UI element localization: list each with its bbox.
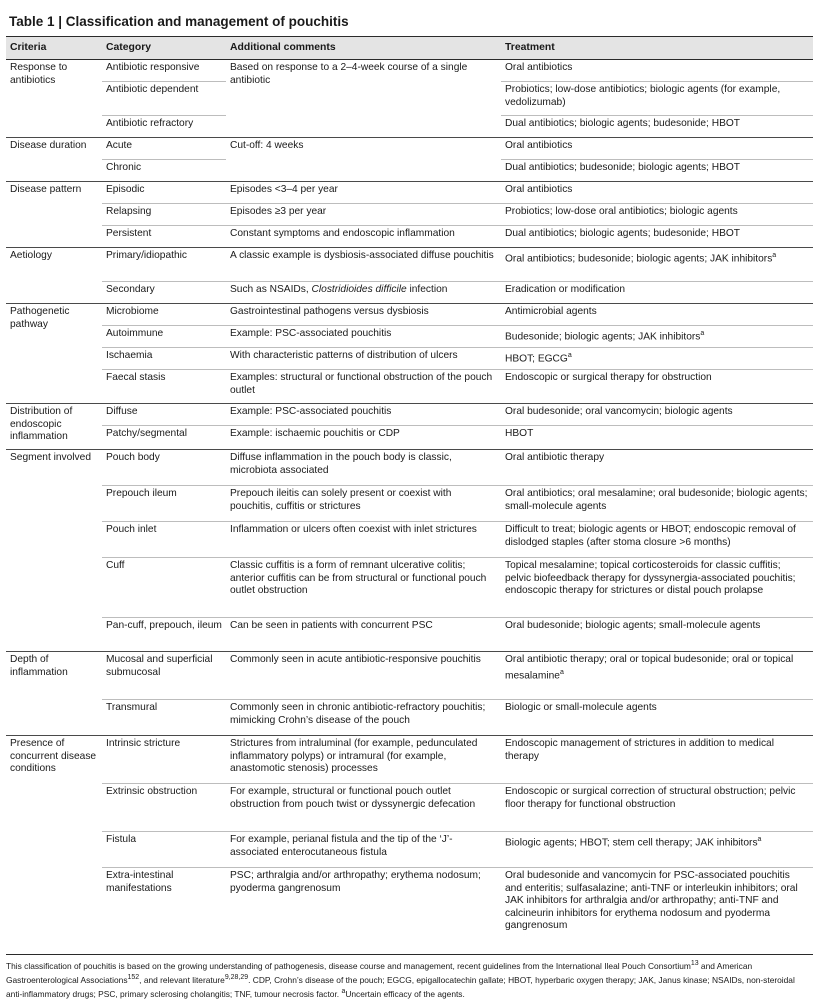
treatment-cell (501, 370, 813, 404)
treatment-cell (501, 204, 813, 226)
comment-text: Inflammation or ulcers often coexist with inlet strictures (230, 524, 477, 535)
category-cell: Microbiome (102, 304, 226, 326)
comment-cell (226, 522, 501, 558)
treatment-text: Oral antibiotics; oral mesalamine; oral budesonide; biologic agents; small-molecule agents (505, 488, 808, 512)
comment-cell (226, 282, 501, 304)
comment-text-tail: infection (406, 284, 448, 295)
comment-text: Can be seen in patients with concurrent PSC (230, 620, 433, 631)
table-row (6, 784, 813, 832)
comment-text: For example, perianal fistula and the tip of the ‘J’-associated enterocutaneous fistula (230, 834, 453, 858)
treatment-text: Oral budesonide; biologic agents; small-molecule agents (505, 620, 761, 631)
comment-text: Gastrointestinal pathogens versus dysbiosis (230, 306, 429, 317)
table-row (6, 138, 813, 160)
treatment-text: Probiotics; low-dose antibiotics; biologic agents (for example, vedolizumab) (505, 84, 781, 108)
treatment-text: Topical mesalamine; topical corticosteroids for classic cuffitis; pelvic biofeedback therapy for dyssynergia-associated pouchitis; endoscopic therapy for strictures or distal pouch prolapse (505, 560, 796, 597)
treatment-cell (501, 82, 813, 116)
criteria-cell: Disease duration (6, 138, 102, 182)
category-cell: Intrinsic stricture (102, 736, 226, 784)
treatment-text: Oral antibiotic therapy (505, 452, 605, 463)
table-row (6, 370, 813, 404)
criteria-cell: Segment involved (6, 450, 102, 652)
table-row (6, 182, 813, 204)
footnote-ref-3: 9,28,29 (224, 974, 249, 981)
treatment-text: Biologic or small-molecule agents (505, 702, 657, 713)
category-cell: Fistula (102, 832, 226, 868)
treatment-text: Oral antibiotics (505, 184, 573, 195)
comment-cell (226, 426, 501, 450)
comment-text: Episodes <3–4 per year (230, 184, 338, 195)
comment-cell (226, 450, 501, 486)
table-row (6, 226, 813, 248)
treatment-cell (501, 558, 813, 618)
criteria-cell: Depth of inflammation (6, 652, 102, 736)
category-cell: Transmural (102, 700, 226, 736)
table-row (6, 426, 813, 450)
treatment-cell (501, 404, 813, 426)
comment-cell (226, 348, 501, 370)
category-cell: Mucosal and superficial submucosal (102, 652, 226, 700)
treatment-text: Eradication or modification (505, 284, 626, 295)
treatment-cell (501, 868, 813, 940)
comment-text: Example: PSC-associated pouchitis (230, 328, 392, 339)
criteria-cell: Distribution of endoscopic inflammation (6, 404, 102, 450)
comment-text: Such as NSAIDs, (230, 284, 312, 295)
table-row (6, 282, 813, 304)
treatment-cell (501, 248, 813, 282)
treatment-text: Endoscopic or surgical therapy for obstruction (505, 372, 712, 383)
comment-text: Constant symptoms and endoscopic inflammation (230, 228, 455, 239)
uncertain-efficacy-marker: a (567, 352, 572, 359)
category-cell: Extra-intestinal manifestations (102, 868, 226, 940)
category-cell: Diffuse (102, 404, 226, 426)
comment-species-name: Clostridioides difficile (311, 284, 407, 295)
treatment-cell (501, 652, 813, 700)
treatment-text: Oral antibiotics (505, 62, 573, 73)
table-row (6, 248, 813, 282)
comment-text: Example: ischaemic pouchitis or CDP (230, 428, 400, 439)
uncertain-efficacy-marker: a (772, 252, 777, 259)
treatment-cell (501, 700, 813, 736)
table-footnote (6, 954, 813, 1000)
table-row (6, 348, 813, 370)
comment-cell (226, 558, 501, 618)
category-cell: Faecal stasis (102, 370, 226, 404)
treatment-text: Oral antibiotic therapy; oral or topical budesonide; oral or topical mesalamine (505, 654, 794, 681)
category-cell: Pouch inlet (102, 522, 226, 558)
category-cell: Prepouch ileum (102, 486, 226, 522)
footnote-text-5: Uncertain efficacy of the agents. (345, 988, 465, 999)
table-row (6, 450, 813, 486)
comment-cell (226, 326, 501, 348)
comment-cell (226, 784, 501, 832)
comment-text: PSC; arthralgia and/or arthropathy; erythema nodosum; pyoderma gangrenosum (230, 870, 481, 894)
comment-cell (226, 736, 501, 784)
category-cell: Patchy/segmental (102, 426, 226, 450)
comment-cell (226, 138, 501, 182)
treatment-text: HBOT; EGCG (505, 353, 568, 365)
category-cell: Pouch body (102, 450, 226, 486)
treatment-text: Oral antibiotics; budesonide; biologic agents; JAK inhibitors (505, 253, 773, 265)
comment-text: Commonly seen in chronic antibiotic-refractory pouchitis; mimicking Crohn’s disease of the pouch (230, 702, 486, 726)
treatment-text: Dual antibiotics; budesonide; biologic agents; HBOT (505, 162, 741, 173)
treatment-text: Difficult to treat; biologic agents or HBOT; endoscopic removal of dislodged staples (after stoma closure >6 months) (505, 524, 796, 548)
comment-cell (226, 404, 501, 426)
comment-text: With characteristic patterns of distribution of ulcers (230, 350, 458, 361)
header-category: Category (102, 37, 226, 60)
table-row (6, 404, 813, 426)
treatment-cell (501, 60, 813, 82)
footnote-ref-4: a (341, 988, 346, 995)
treatment-cell (501, 486, 813, 522)
comment-cell (226, 182, 501, 204)
uncertain-efficacy-marker: a (700, 330, 705, 337)
criteria-cell: Response to antibiotics (10, 62, 68, 86)
comment-text: Examples: structural or functional obstruction of the pouch outlet (230, 372, 493, 396)
table-title: Table 1 | Classification and management of pouchitis (9, 14, 349, 29)
comment-text: Episodes ≥3 per year (230, 206, 327, 217)
comment-cell (226, 652, 501, 700)
category-cell: Secondary (102, 282, 226, 304)
treatment-text: Budesonide; biologic agents; JAK inhibitors (505, 331, 701, 343)
treatment-text: Endoscopic or surgical correction of structural obstruction; pelvic floor therapy for functional obstruction (505, 786, 796, 810)
header-treatment: Treatment (501, 37, 813, 60)
footnote-text-4: . CDP, Crohn’s disease of the pouch; EGCG, epigallocatechin gallate; HBOT, hyperbaric oxygen therapy; JAK, Janus kinase; NSAIDs, non-steroidal anti-inflammatory drugs; PSC, primary sclerosing cholangitis; TNF, tumour necrosis factor. (6, 974, 795, 999)
comment-text: Based on response to a 2–4-week course of a single antibiotic (230, 62, 468, 86)
criteria-cell: Pathogenetic pathway (6, 304, 102, 404)
table-row (6, 558, 813, 618)
treatment-cell (501, 618, 813, 652)
table-row (6, 326, 813, 348)
comment-text: Commonly seen in acute antibiotic-responsive pouchitis (230, 654, 481, 665)
header-comments: Additional comments (226, 37, 501, 60)
table-row (6, 736, 813, 784)
treatment-cell (501, 450, 813, 486)
category-cell: Relapsing (102, 204, 226, 226)
comment-cell (226, 304, 501, 326)
table-row (6, 652, 813, 700)
treatment-cell (501, 326, 813, 348)
comment-cell (226, 204, 501, 226)
comment-cell (226, 832, 501, 868)
treatment-text: Oral budesonide; oral vancomycin; biologic agents (505, 406, 733, 417)
treatment-text: Antimicrobial agents (505, 306, 597, 317)
comment-cell (226, 60, 501, 138)
category-cell: Episodic (102, 182, 226, 204)
table-row (6, 832, 813, 868)
category-cell: Antibiotic refractory (102, 116, 226, 138)
comment-text: Strictures from intraluminal (for example, pedunculated inflammatory polyps) or intramural (for example, anastomotic stenosis) processes (230, 738, 478, 775)
comment-cell (226, 868, 501, 940)
treatment-cell (501, 116, 813, 138)
treatment-cell (501, 832, 813, 868)
treatment-text: Oral budesonide and vancomycin for PSC-associated pouchitis and enteritis; sulfasalazine; anti-TNF or interleukin inhibitors; oral JAK inhibitors for arthralgia and/or arthropathy; anti-TNF and calcineurin inhibitors for erythema nodosum and pyoderma gangrenosum (505, 870, 798, 932)
comment-cell (226, 370, 501, 404)
category-cell: Pan-cuff, prepouch, ileum (102, 618, 226, 652)
criteria-cell: Presence of concurrent disease conditions (6, 736, 102, 940)
footnote-ref-2: 152 (127, 974, 140, 981)
treatment-cell (501, 348, 813, 370)
uncertain-efficacy-marker: a (757, 836, 762, 843)
uncertain-efficacy-marker: a (559, 668, 564, 676)
table-header-row (6, 37, 813, 60)
table-row (6, 618, 813, 652)
treatment-cell (501, 160, 813, 182)
classification-table (6, 37, 813, 940)
category-cell: Chronic (102, 160, 226, 182)
comment-cell (226, 700, 501, 736)
treatment-text: Dual antibiotics; biologic agents; budesonide; HBOT (505, 118, 741, 129)
comment-text: Example: PSC-associated pouchitis (230, 406, 392, 417)
comment-text: Diffuse inflammation in the pouch body is classic, microbiota associated (230, 452, 452, 476)
treatment-text: Biologic agents; HBOT; stem cell therapy; JAK inhibitors (505, 837, 758, 849)
comment-cell (226, 618, 501, 652)
header-criteria: Criteria (6, 37, 102, 60)
comment-cell (226, 486, 501, 522)
comment-cell (226, 248, 501, 282)
treatment-cell (501, 784, 813, 832)
comment-text: Cut-off: 4 weeks (230, 140, 304, 151)
treatment-cell (501, 226, 813, 248)
treatment-cell (501, 736, 813, 784)
comment-text: A classic example is dysbiosis-associated diffuse pouchitis (230, 250, 494, 261)
table-row (6, 868, 813, 940)
table-body (6, 60, 813, 940)
table-row (6, 700, 813, 736)
table-row (6, 204, 813, 226)
comment-text: Prepouch ileitis can solely present or coexist with pouchitis, cuffitis or strictures (230, 488, 452, 512)
treatment-cell (501, 138, 813, 160)
treatment-text: Probiotics; low-dose oral antibiotics; biologic agents (505, 206, 738, 217)
footnote-text-1: This classification of pouchitis is based on the growing understanding of pathogenesis, disease course and management, recent guidelines from the International Ileal Pouch Consortium (6, 960, 691, 971)
table-row (6, 486, 813, 522)
criteria-cell: Aetiology (6, 248, 102, 304)
comment-text: For example, structural or functional pouch outlet obstruction from pouch twist or dyssynergic defecation (230, 786, 476, 810)
comment-text: Classic cuffitis is a form of remnant ulcerative colitis; anterior cuffitis can be from structural or functional pouch outlet obstruction (230, 560, 487, 597)
category-cell: Persistent (102, 226, 226, 248)
treatment-cell (501, 182, 813, 204)
treatment-text: Endoscopic management of strictures in addition to medical therapy (505, 738, 774, 762)
footnote-text-2: and American Gastroenterological Associations (6, 960, 753, 985)
table-row (6, 522, 813, 558)
comment-cell (226, 226, 501, 248)
treatment-text: Dual antibiotics; biologic agents; budesonide; HBOT (505, 228, 741, 239)
category-cell: Antibiotic dependent (102, 82, 226, 116)
category-cell: Antibiotic responsive (106, 62, 200, 73)
treatment-cell (501, 522, 813, 558)
category-cell: Cuff (102, 558, 226, 618)
criteria-cell: Disease pattern (6, 182, 102, 248)
treatment-cell (501, 304, 813, 326)
treatment-cell (501, 282, 813, 304)
category-cell: Autoimmune (102, 326, 226, 348)
table-row (6, 60, 813, 82)
category-cell: Primary/idiopathic (102, 248, 226, 282)
footnote-text-3: , and relevant literature (139, 974, 225, 985)
category-cell: Acute (102, 138, 226, 160)
footnote-ref-1: 13 (690, 960, 699, 967)
category-cell: Extrinsic obstruction (102, 784, 226, 832)
treatment-text: HBOT (505, 428, 534, 439)
category-cell: Ischaemia (102, 348, 226, 370)
table-row (6, 304, 813, 326)
treatment-cell (501, 426, 813, 450)
treatment-text: Oral antibiotics (505, 140, 573, 151)
